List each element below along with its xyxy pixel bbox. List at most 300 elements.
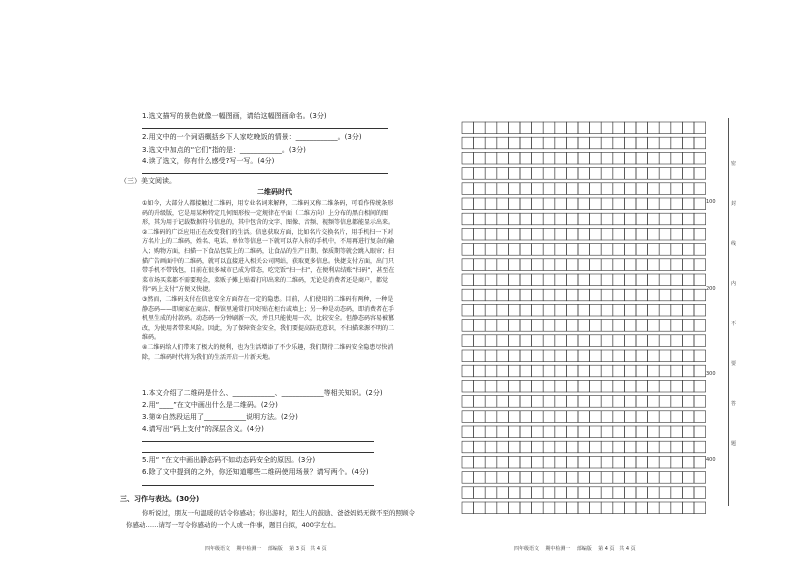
grid-cell[interactable] — [497, 426, 509, 438]
grid-cell[interactable] — [578, 396, 590, 408]
grid-cell[interactable] — [671, 152, 683, 164]
grid-cell[interactable] — [682, 289, 694, 301]
grid-cell[interactable] — [636, 335, 648, 347]
grid-cell[interactable] — [462, 213, 474, 225]
grid-cell[interactable] — [601, 183, 613, 195]
grid-cell[interactable] — [532, 168, 544, 180]
grid-cell[interactable] — [462, 472, 474, 484]
grid-cell[interactable] — [694, 320, 706, 332]
grid-cell[interactable] — [578, 335, 590, 347]
grid-cell[interactable] — [694, 183, 706, 195]
grid-cell[interactable] — [659, 152, 671, 164]
grid-cell[interactable] — [532, 198, 544, 210]
grid-cell[interactable] — [659, 122, 671, 134]
grid-cell[interactable] — [659, 472, 671, 484]
grid-cell[interactable] — [636, 441, 648, 453]
grid-cell[interactable] — [543, 335, 555, 347]
grid-cell[interactable] — [543, 411, 555, 423]
grid-cell[interactable] — [474, 244, 486, 256]
grid-cell[interactable] — [508, 335, 520, 347]
grid-cell[interactable] — [485, 213, 497, 225]
grid-cell[interactable] — [590, 350, 602, 362]
grid-cell[interactable] — [474, 289, 486, 301]
grid-cell[interactable] — [601, 350, 613, 362]
grid-cell[interactable] — [601, 487, 613, 499]
grid-cell[interactable] — [532, 456, 544, 468]
grid-cell[interactable] — [636, 396, 648, 408]
grid-cell[interactable] — [462, 456, 474, 468]
grid-cell[interactable] — [613, 213, 625, 225]
grid-cell[interactable] — [497, 335, 509, 347]
grid-cell[interactable] — [682, 396, 694, 408]
grid-cell[interactable] — [485, 487, 497, 499]
grid-cell[interactable] — [590, 213, 602, 225]
grid-cell[interactable] — [462, 228, 474, 240]
grid-cell[interactable] — [624, 137, 636, 149]
grid-cell[interactable] — [508, 320, 520, 332]
grid-cell[interactable] — [671, 289, 683, 301]
grid-cell[interactable] — [578, 426, 590, 438]
grid-cell[interactable] — [648, 259, 660, 271]
grid-cell[interactable] — [555, 152, 567, 164]
grid-cell[interactable] — [601, 320, 613, 332]
grid-cell[interactable] — [462, 396, 474, 408]
grid-cell[interactable] — [532, 441, 544, 453]
grid-cell[interactable] — [578, 441, 590, 453]
grid-cell[interactable] — [543, 365, 555, 377]
grid-cell[interactable] — [601, 456, 613, 468]
grid-cell[interactable] — [485, 441, 497, 453]
grid-cell[interactable] — [624, 426, 636, 438]
grid-cell[interactable] — [601, 122, 613, 134]
grid-cell[interactable] — [659, 183, 671, 195]
grid-cell[interactable] — [555, 213, 567, 225]
grid-cell[interactable] — [462, 502, 474, 514]
grid-cell[interactable] — [555, 304, 567, 316]
grid-cell[interactable] — [474, 183, 486, 195]
grid-cell[interactable] — [624, 259, 636, 271]
grid-cell[interactable] — [682, 441, 694, 453]
grid-cell[interactable] — [682, 472, 694, 484]
grid-cell[interactable] — [474, 426, 486, 438]
grid-cell[interactable] — [613, 198, 625, 210]
grid-cell[interactable] — [601, 472, 613, 484]
grid-cell[interactable] — [543, 137, 555, 149]
grid-cell[interactable] — [694, 396, 706, 408]
grid-cell[interactable] — [694, 456, 706, 468]
grid-cell[interactable] — [543, 122, 555, 134]
grid-cell[interactable] — [474, 380, 486, 392]
grid-cell[interactable] — [508, 183, 520, 195]
grid-cell[interactable] — [636, 472, 648, 484]
grid-cell[interactable] — [648, 198, 660, 210]
grid-cell[interactable] — [590, 441, 602, 453]
grid-cell[interactable] — [671, 122, 683, 134]
grid-cell[interactable] — [543, 320, 555, 332]
grid-cell[interactable] — [613, 487, 625, 499]
grid-cell[interactable] — [474, 259, 486, 271]
grid-cell[interactable] — [671, 502, 683, 514]
grid-cell[interactable] — [624, 411, 636, 423]
grid-cell[interactable] — [648, 365, 660, 377]
grid-cell[interactable] — [532, 380, 544, 392]
grid-cell[interactable] — [485, 228, 497, 240]
grid-cell[interactable] — [694, 335, 706, 347]
grid-cell[interactable] — [555, 456, 567, 468]
grid-cell[interactable] — [613, 244, 625, 256]
grid-cell[interactable] — [474, 213, 486, 225]
grid-cell[interactable] — [590, 320, 602, 332]
grid-cell[interactable] — [648, 213, 660, 225]
grid-cell[interactable] — [508, 380, 520, 392]
grid-cell[interactable] — [671, 426, 683, 438]
grid-cell[interactable] — [497, 274, 509, 286]
grid-cell[interactable] — [659, 396, 671, 408]
grid-cell[interactable] — [590, 487, 602, 499]
grid-cell[interactable] — [601, 426, 613, 438]
grid-cell[interactable] — [636, 198, 648, 210]
grid-cell[interactable] — [636, 380, 648, 392]
grid-cell[interactable] — [462, 304, 474, 316]
grid-cell[interactable] — [508, 152, 520, 164]
grid-cell[interactable] — [566, 365, 578, 377]
grid-cell[interactable] — [566, 441, 578, 453]
grid-cell[interactable] — [508, 168, 520, 180]
grid-cell[interactable] — [648, 350, 660, 362]
grid-cell[interactable] — [613, 426, 625, 438]
grid-cell[interactable] — [462, 380, 474, 392]
grid-cell[interactable] — [497, 380, 509, 392]
grid-cell[interactable] — [474, 456, 486, 468]
grid-cell[interactable] — [497, 396, 509, 408]
grid-cell[interactable] — [613, 168, 625, 180]
grid-cell[interactable] — [474, 168, 486, 180]
grid-cell[interactable] — [497, 320, 509, 332]
grid-cell[interactable] — [555, 183, 567, 195]
grid-cell[interactable] — [659, 259, 671, 271]
grid-cell[interactable] — [636, 289, 648, 301]
grid-cell[interactable] — [532, 350, 544, 362]
grid-cell[interactable] — [682, 168, 694, 180]
grid-cell[interactable] — [624, 198, 636, 210]
grid-cell[interactable] — [601, 244, 613, 256]
grid-cell[interactable] — [682, 350, 694, 362]
answer-line[interactable] — [142, 128, 388, 129]
grid-cell[interactable] — [659, 244, 671, 256]
grid-cell[interactable] — [474, 122, 486, 134]
grid-cell[interactable] — [532, 320, 544, 332]
grid-cell[interactable] — [462, 487, 474, 499]
grid-cell[interactable] — [578, 137, 590, 149]
grid-cell[interactable] — [578, 411, 590, 423]
grid-cell[interactable] — [590, 152, 602, 164]
grid-cell[interactable] — [613, 456, 625, 468]
grid-cell[interactable] — [566, 487, 578, 499]
grid-cell[interactable] — [462, 168, 474, 180]
grid-cell[interactable] — [648, 487, 660, 499]
grid-cell[interactable] — [613, 228, 625, 240]
grid-cell[interactable] — [694, 274, 706, 286]
grid-cell[interactable] — [694, 365, 706, 377]
grid-cell[interactable] — [624, 152, 636, 164]
grid-cell[interactable] — [578, 198, 590, 210]
grid-cell[interactable] — [682, 183, 694, 195]
grid-cell[interactable] — [532, 396, 544, 408]
grid-cell[interactable] — [462, 152, 474, 164]
grid-cell[interactable] — [659, 137, 671, 149]
grid-cell[interactable] — [520, 183, 532, 195]
grid-cell[interactable] — [659, 168, 671, 180]
grid-cell[interactable] — [566, 228, 578, 240]
grid-cell[interactable] — [659, 365, 671, 377]
grid-cell[interactable] — [694, 122, 706, 134]
grid-cell[interactable] — [601, 396, 613, 408]
grid-cell[interactable] — [636, 411, 648, 423]
grid-cell[interactable] — [520, 304, 532, 316]
grid-cell[interactable] — [508, 487, 520, 499]
grid-cell[interactable] — [520, 122, 532, 134]
grid-cell[interactable] — [555, 365, 567, 377]
grid-cell[interactable] — [532, 411, 544, 423]
grid-cell[interactable] — [532, 122, 544, 134]
grid-cell[interactable] — [520, 198, 532, 210]
grid-cell[interactable] — [462, 183, 474, 195]
grid-cell[interactable] — [543, 244, 555, 256]
grid-cell[interactable] — [624, 441, 636, 453]
grid-cell[interactable] — [671, 411, 683, 423]
grid-cell[interactable] — [474, 350, 486, 362]
answer-line[interactable] — [142, 452, 374, 453]
grid-cell[interactable] — [566, 411, 578, 423]
grid-cell[interactable] — [648, 152, 660, 164]
grid-cell[interactable] — [613, 502, 625, 514]
grid-cell[interactable] — [613, 380, 625, 392]
grid-cell[interactable] — [613, 441, 625, 453]
grid-cell[interactable] — [624, 122, 636, 134]
grid-cell[interactable] — [485, 122, 497, 134]
grid-cell[interactable] — [497, 152, 509, 164]
grid-cell[interactable] — [532, 487, 544, 499]
grid-cell[interactable] — [497, 350, 509, 362]
grid-cell[interactable] — [508, 441, 520, 453]
grid-cell[interactable] — [648, 335, 660, 347]
grid-cell[interactable] — [671, 213, 683, 225]
grid-cell[interactable] — [648, 228, 660, 240]
grid-cell[interactable] — [659, 456, 671, 468]
grid-cell[interactable] — [578, 350, 590, 362]
answer-line[interactable] — [142, 173, 388, 174]
grid-cell[interactable] — [682, 137, 694, 149]
grid-cell[interactable] — [624, 335, 636, 347]
grid-cell[interactable] — [624, 472, 636, 484]
grid-cell[interactable] — [601, 213, 613, 225]
grid-cell[interactable] — [694, 426, 706, 438]
grid-cell[interactable] — [694, 152, 706, 164]
grid-cell[interactable] — [648, 274, 660, 286]
grid-cell[interactable] — [566, 304, 578, 316]
grid-cell[interactable] — [694, 289, 706, 301]
grid-cell[interactable] — [659, 502, 671, 514]
grid-cell[interactable] — [520, 396, 532, 408]
grid-cell[interactable] — [497, 365, 509, 377]
grid-cell[interactable] — [555, 426, 567, 438]
grid-cell[interactable] — [508, 228, 520, 240]
grid-cell[interactable] — [566, 396, 578, 408]
grid-cell[interactable] — [566, 213, 578, 225]
grid-cell[interactable] — [671, 183, 683, 195]
grid-cell[interactable] — [624, 350, 636, 362]
grid-cell[interactable] — [485, 198, 497, 210]
grid-cell[interactable] — [659, 487, 671, 499]
grid-cell[interactable] — [566, 289, 578, 301]
grid-cell[interactable] — [590, 380, 602, 392]
grid-cell[interactable] — [624, 487, 636, 499]
grid-cell[interactable] — [566, 320, 578, 332]
grid-cell[interactable] — [485, 289, 497, 301]
grid-cell[interactable] — [624, 168, 636, 180]
grid-cell[interactable] — [671, 228, 683, 240]
grid-cell[interactable] — [671, 456, 683, 468]
grid-cell[interactable] — [659, 411, 671, 423]
grid-cell[interactable] — [682, 487, 694, 499]
grid-cell[interactable] — [462, 411, 474, 423]
grid-cell[interactable] — [624, 320, 636, 332]
grid-cell[interactable] — [462, 441, 474, 453]
grid-cell[interactable] — [532, 335, 544, 347]
grid-cell[interactable] — [694, 198, 706, 210]
grid-cell[interactable] — [520, 335, 532, 347]
grid-cell[interactable] — [532, 365, 544, 377]
grid-cell[interactable] — [555, 441, 567, 453]
grid-cell[interactable] — [682, 244, 694, 256]
grid-cell[interactable] — [555, 502, 567, 514]
grid-cell[interactable] — [613, 472, 625, 484]
grid-cell[interactable] — [636, 259, 648, 271]
grid-cell[interactable] — [682, 304, 694, 316]
grid-cell[interactable] — [671, 335, 683, 347]
grid-cell[interactable] — [682, 259, 694, 271]
grid-cell[interactable] — [590, 244, 602, 256]
grid-cell[interactable] — [520, 502, 532, 514]
grid-cell[interactable] — [566, 122, 578, 134]
grid-cell[interactable] — [601, 274, 613, 286]
grid-cell[interactable] — [694, 137, 706, 149]
grid-cell[interactable] — [694, 168, 706, 180]
grid-cell[interactable] — [485, 502, 497, 514]
grid-cell[interactable] — [648, 183, 660, 195]
grid-cell[interactable] — [590, 259, 602, 271]
grid-cell[interactable] — [543, 396, 555, 408]
grid-cell[interactable] — [462, 289, 474, 301]
grid-cell[interactable] — [682, 228, 694, 240]
grid-cell[interactable] — [578, 289, 590, 301]
grid-cell[interactable] — [659, 441, 671, 453]
grid-cell[interactable] — [671, 472, 683, 484]
grid-cell[interactable] — [474, 274, 486, 286]
grid-cell[interactable] — [462, 320, 474, 332]
grid-cell[interactable] — [520, 168, 532, 180]
grid-cell[interactable] — [532, 244, 544, 256]
grid-cell[interactable] — [555, 411, 567, 423]
grid-cell[interactable] — [520, 411, 532, 423]
grid-cell[interactable] — [555, 335, 567, 347]
grid-cell[interactable] — [497, 168, 509, 180]
grid-cell[interactable] — [508, 350, 520, 362]
grid-cell[interactable] — [474, 487, 486, 499]
grid-cell[interactable] — [624, 274, 636, 286]
grid-cell[interactable] — [682, 335, 694, 347]
grid-cell[interactable] — [636, 244, 648, 256]
grid-cell[interactable] — [578, 152, 590, 164]
grid-cell[interactable] — [508, 244, 520, 256]
grid-cell[interactable] — [613, 335, 625, 347]
grid-cell[interactable] — [694, 304, 706, 316]
grid-cell[interactable] — [636, 365, 648, 377]
grid-cell[interactable] — [578, 380, 590, 392]
grid-cell[interactable] — [590, 396, 602, 408]
grid-cell[interactable] — [682, 502, 694, 514]
grid-cell[interactable] — [694, 228, 706, 240]
grid-cell[interactable] — [648, 380, 660, 392]
grid-cell[interactable] — [532, 259, 544, 271]
grid-cell[interactable] — [578, 228, 590, 240]
grid-cell[interactable] — [474, 396, 486, 408]
grid-cell[interactable] — [648, 137, 660, 149]
grid-cell[interactable] — [566, 168, 578, 180]
grid-cell[interactable] — [474, 152, 486, 164]
grid-cell[interactable] — [636, 228, 648, 240]
grid-cell[interactable] — [682, 411, 694, 423]
grid-cell[interactable] — [520, 365, 532, 377]
grid-cell[interactable] — [671, 168, 683, 180]
grid-cell[interactable] — [566, 380, 578, 392]
grid-cell[interactable] — [532, 426, 544, 438]
grid-cell[interactable] — [532, 304, 544, 316]
grid-cell[interactable] — [601, 411, 613, 423]
answer-line[interactable] — [142, 441, 374, 442]
grid-cell[interactable] — [520, 441, 532, 453]
grid-cell[interactable] — [566, 244, 578, 256]
grid-cell[interactable] — [648, 122, 660, 134]
grid-cell[interactable] — [520, 426, 532, 438]
grid-cell[interactable] — [532, 213, 544, 225]
grid-cell[interactable] — [566, 274, 578, 286]
grid-cell[interactable] — [613, 350, 625, 362]
grid-cell[interactable] — [462, 259, 474, 271]
grid-cell[interactable] — [624, 456, 636, 468]
grid-cell[interactable] — [497, 259, 509, 271]
grid-cell[interactable] — [648, 320, 660, 332]
grid-cell[interactable] — [624, 304, 636, 316]
grid-cell[interactable] — [624, 396, 636, 408]
grid-cell[interactable] — [613, 183, 625, 195]
grid-cell[interactable] — [543, 228, 555, 240]
grid-cell[interactable] — [520, 380, 532, 392]
grid-cell[interactable] — [613, 137, 625, 149]
grid-cell[interactable] — [508, 289, 520, 301]
grid-cell[interactable] — [694, 441, 706, 453]
grid-cell[interactable] — [485, 304, 497, 316]
grid-cell[interactable] — [578, 304, 590, 316]
grid-cell[interactable] — [566, 502, 578, 514]
grid-cell[interactable] — [474, 411, 486, 423]
grid-cell[interactable] — [497, 198, 509, 210]
grid-cell[interactable] — [474, 228, 486, 240]
grid-cell[interactable] — [578, 274, 590, 286]
grid-cell[interactable] — [520, 137, 532, 149]
grid-cell[interactable] — [613, 274, 625, 286]
grid-cell[interactable] — [578, 183, 590, 195]
